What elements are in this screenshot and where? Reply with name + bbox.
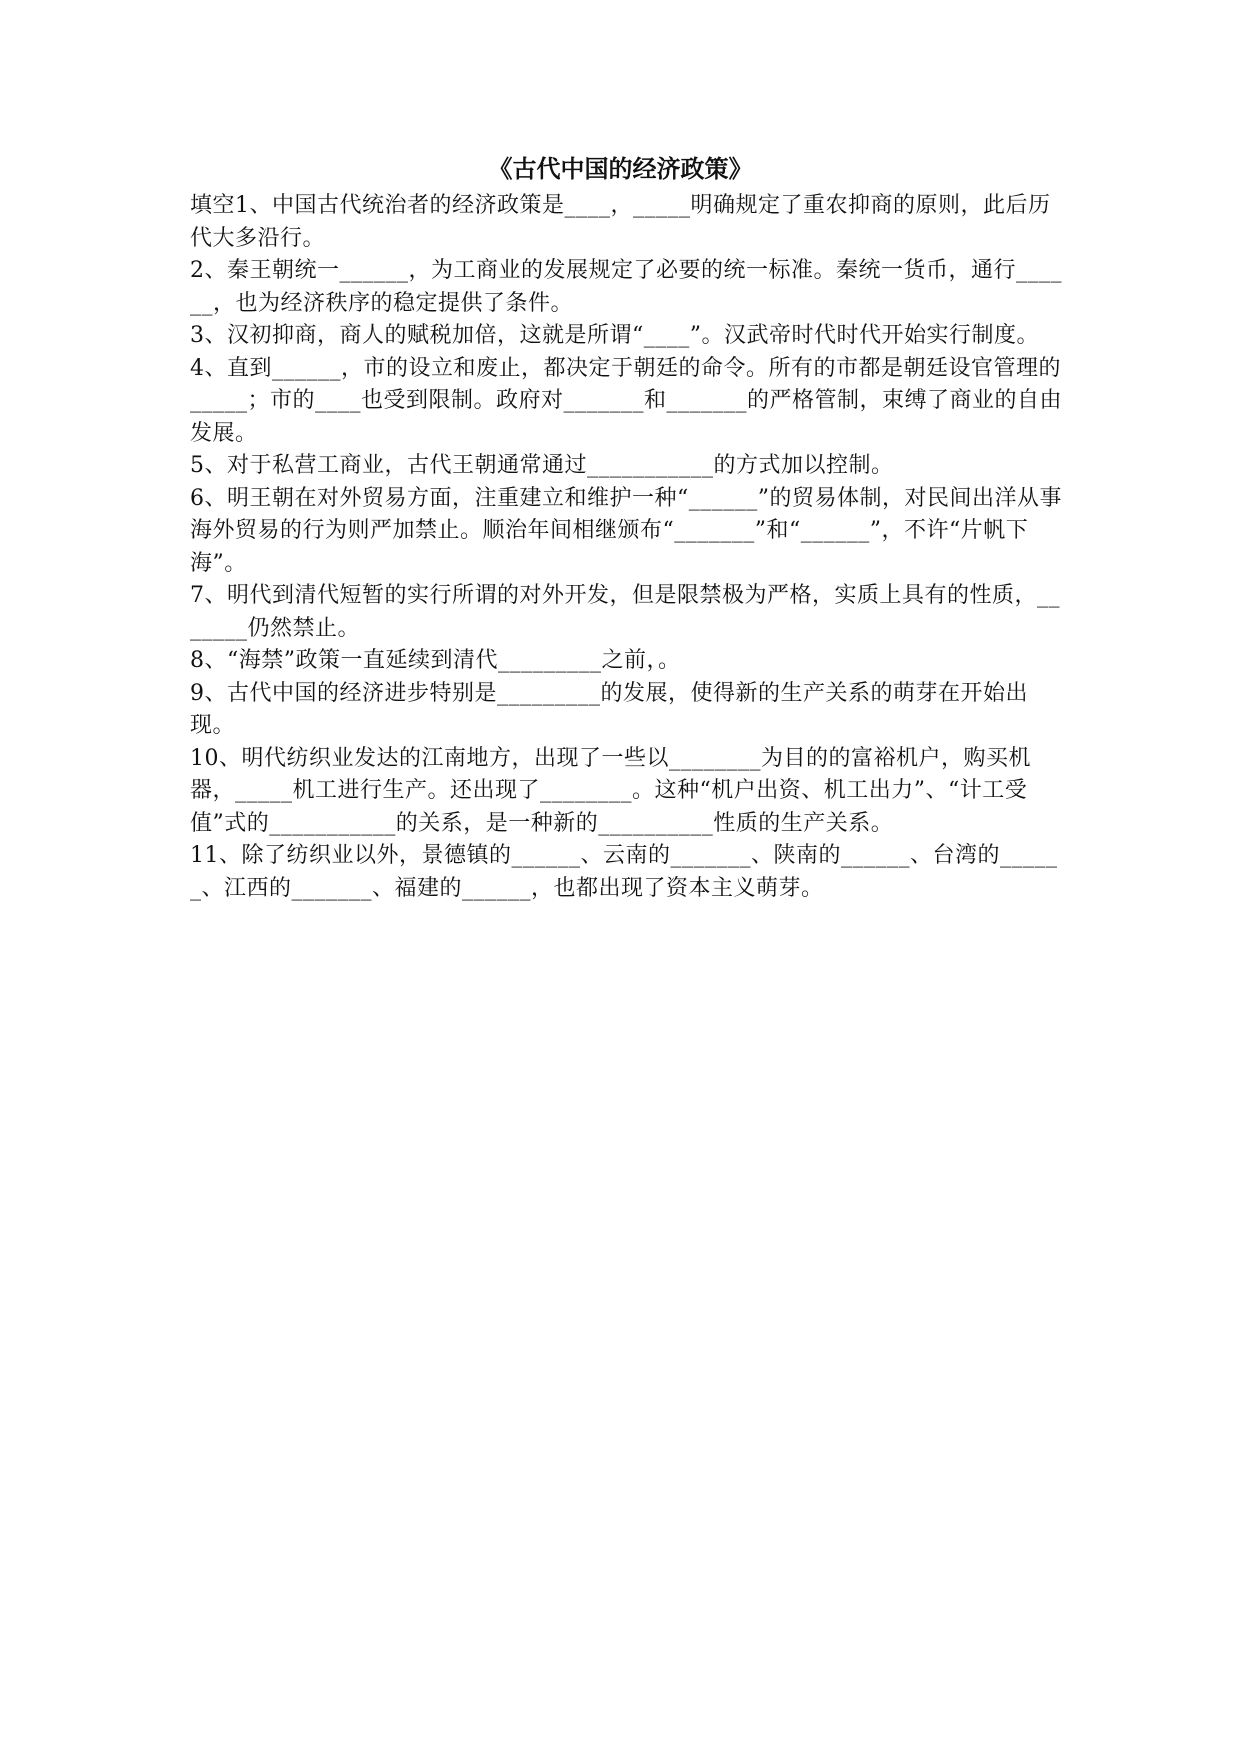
question-7: 7、明代到清代短暂的实行所谓的对外开发，但是限禁极为严格，实质上具有的性质，_______仍然禁止。: [190, 583, 1060, 641]
question-4: 4、直到______，市的设立和废止，都决定于朝廷的命令。所有的市都是朝廷设官管理的_____；市的____也受到限制。政府对_______和_______的严格管制，束缚了商业的自由发展。: [190, 355, 1063, 446]
question-6: 6、明王朝在对外贸易方面，注重建立和维护一种“______”的贸易体制，对民间出洋从事海外贸易的行为则严加禁止。顺治年间相继颁布“_______”和“______”，不许“片帆下海”。: [190, 485, 1062, 576]
question-5: 5、对于私营工商业，古代王朝通常通过___________的方式加以控制。: [190, 453, 894, 478]
document-body: [190, 190, 1070, 905]
question-10: 10、明代纺织业发达的江南地方，出现了一些以________为目的的富裕机户，购买机器，_____机工进行生产。还出现了________。这种“机户出资、机工出力”、“计工受值”式的___________的关系，是一种新的__________性质的生产关系。: [190, 745, 1031, 836]
question-11: 11、除了纺织业以外，景德镇的______、云南的_______、陕南的______、台湾的______、江西的_______、福建的______，也都出现了资本主义萌芽。: [190, 843, 1058, 901]
question-8: 8、“海禁”政策一直延续到清代_________之前，。: [190, 648, 681, 673]
question-3: 3、汉初抑商，商人的赋税加倍，这就是所谓“____”。汉武帝时代时代开始实行制度。: [190, 323, 1039, 348]
question-2: 2、秦王朝统一______，为工商业的发展规定了必要的统一标准。秦统一货币，通行______，也为经济秩序的稳定提供了条件。: [190, 258, 1062, 316]
question-1: 填空1、中国古代统治者的经济政策是____，_____明确规定了重农抑商的原则，此后历代大多沿行。: [190, 193, 1051, 251]
question-9: 9、古代中国的经济进步特别是_________的发展，使得新的生产关系的萌芽在开始出现。: [190, 680, 1028, 738]
document-title: 《古代中国的经济政策》: [488, 154, 753, 183]
